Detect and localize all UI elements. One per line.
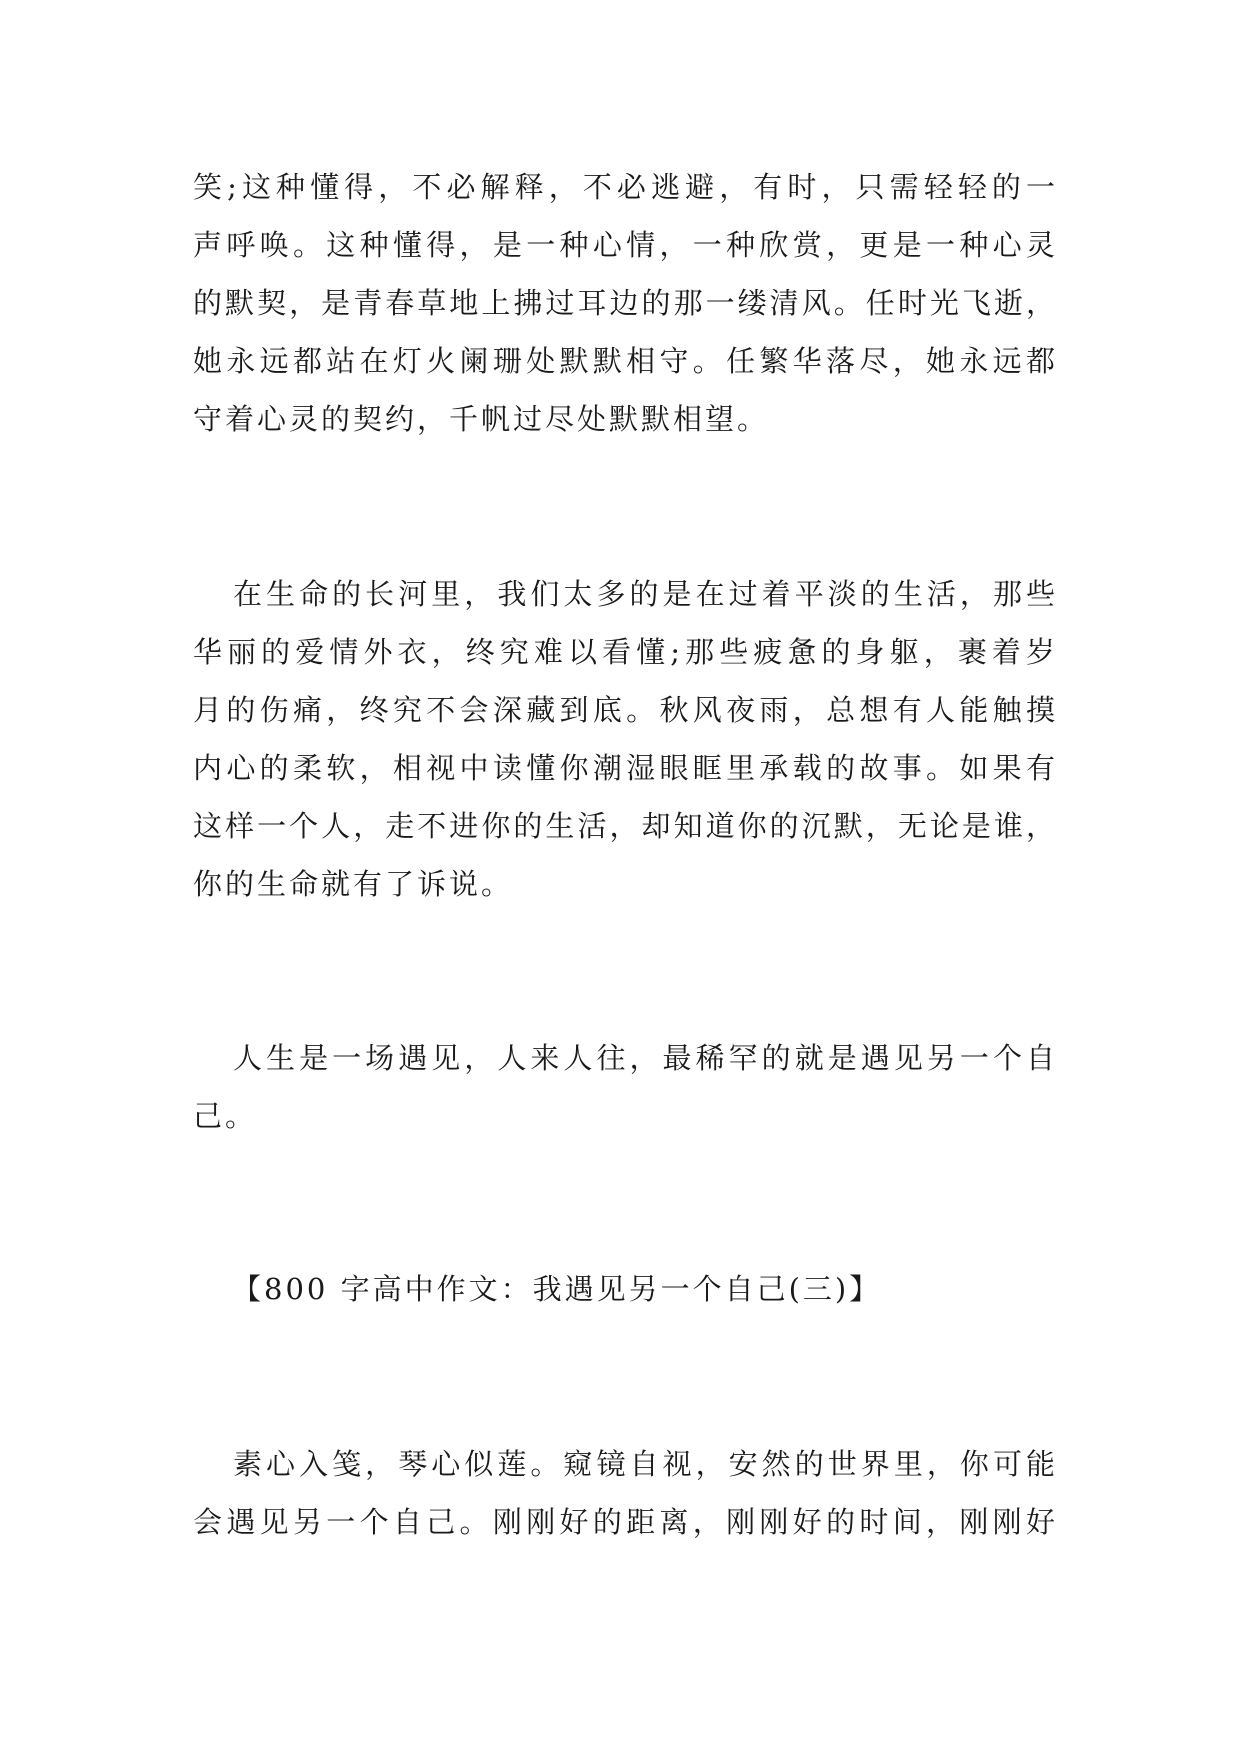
paragraph-line: 人生是一场遇见，人来人往，最稀罕的就是遇见另一个自	[233, 1041, 1055, 1075]
section-heading: 【800 字高中作文：我遇见另一个自己(三)】	[232, 1272, 882, 1306]
paragraph-1	[193, 158, 1055, 448]
paragraph-line: 华丽的爱情外衣，终究难以看懂;那些疲惫的身躯，裹着岁	[193, 635, 1055, 669]
paragraph-line: 她永远都站在灯火阑珊处默默相守。任繁华落尽，她永远都	[193, 344, 1055, 378]
paragraph-4	[193, 1435, 1055, 1551]
paragraph-line: 内心的柔软，相视中读懂你潮湿眼眶里承载的故事。如果有	[193, 751, 1055, 785]
paragraph-2	[193, 565, 1055, 913]
paragraph-line: 笑;这种懂得，不必解释，不必逃避，有时，只需轻轻的一	[193, 170, 1055, 204]
paragraph-line: 己。	[193, 1099, 258, 1133]
paragraph-line: 你的生命就有了诉说。	[193, 867, 514, 901]
paragraph-line: 在生命的长河里，我们太多的是在过着平淡的生活，那些	[233, 577, 1055, 611]
paragraph-line: 声呼唤。这种懂得，是一种心情，一种欣赏，更是一种心灵	[193, 228, 1055, 262]
paragraph-line: 月的伤痛，终究不会深藏到底。秋风夜雨，总想有人能触摸	[193, 693, 1055, 727]
paragraph-line: 这样一个人，走不进你的生活，却知道你的沉默，无论是谁，	[193, 809, 1055, 843]
paragraph-line: 素心入笺，琴心似莲。窥镜自视，安然的世界里，你可能	[233, 1447, 1055, 1481]
paragraph-line: 会遇见另一个自己。刚刚好的距离，刚刚好的时间，刚刚好	[193, 1505, 1055, 1539]
paragraph-3	[193, 1029, 1055, 1145]
paragraph-line: 守着心灵的契约，千帆过尽处默默相望。	[193, 402, 770, 436]
paragraph-line: 的默契，是青春草地上拂过耳边的那一缕清风。任时光飞逝，	[193, 286, 1055, 320]
